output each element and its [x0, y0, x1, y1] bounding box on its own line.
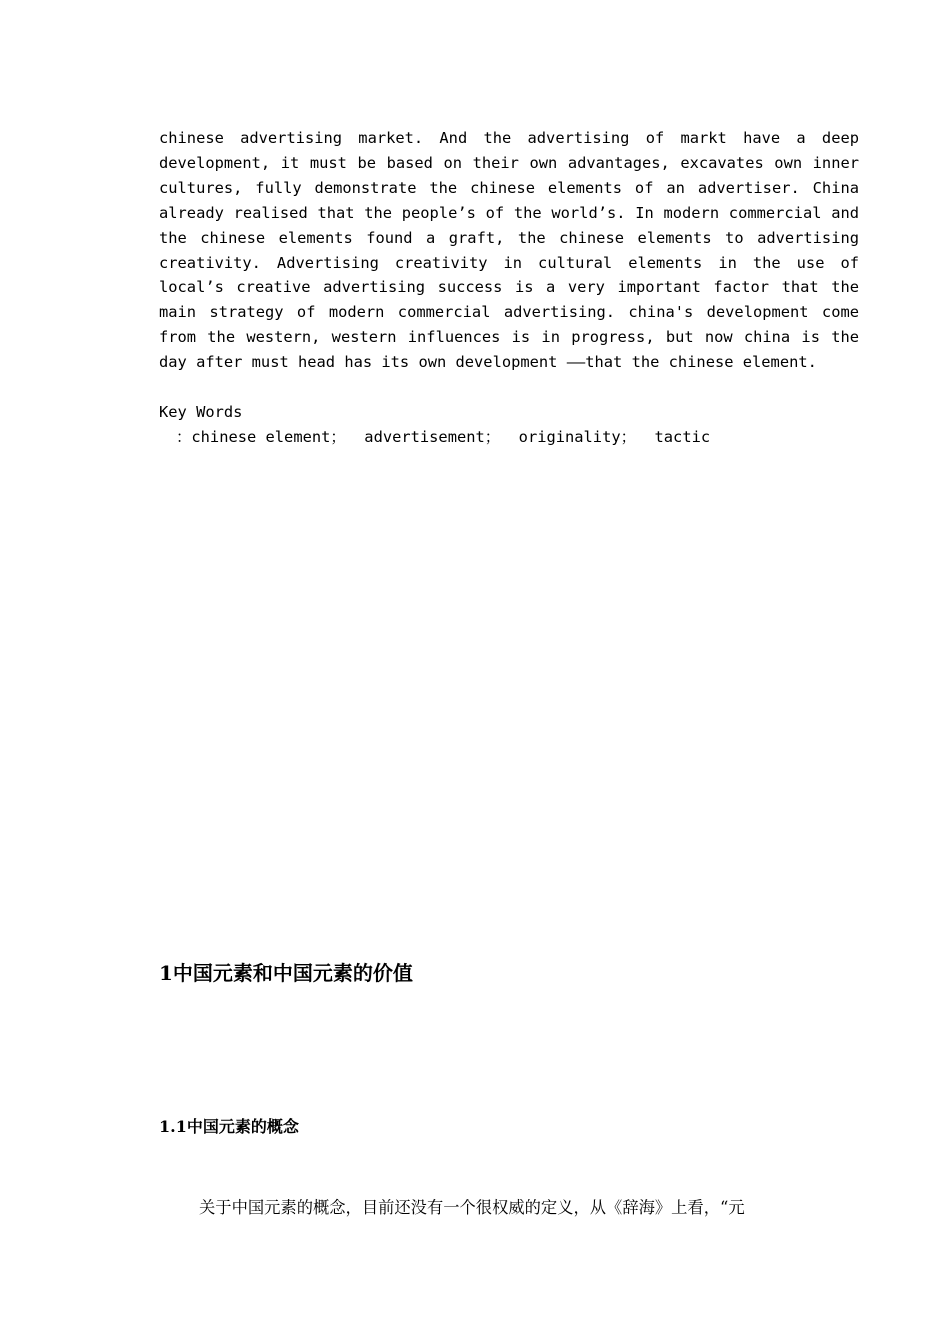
english-abstract-paragraph: chinese advertising market. And the advertising of markt have a deep development, it must be based on their own advantages, excavates own inner cultures, fully demonstrate the chinese elements of an advertiser. China already realised that the people’s of the world’s. In modern commercial and the chinese elements found a graft, the chinese elements to advertising creativity. Advertising creativity in cultural elements in the use of local’s creative advertising success is a very important factor that the main strategy of modern commercial advertising. china's development come from the western, western influences is in progress, but now china is the day after must head has its own development ——that the chinese element.	[159, 129, 859, 372]
section-1-1-heading: 1.1中国元素的概念	[159, 1117, 299, 1136]
section-1-1-paragraph: 关于中国元素的概念，目前还没有一个很权威的定义，从《辞海》上看，“元	[199, 1198, 745, 1217]
keywords-list: ：chinese element； advertisement； originality； tactic	[176, 428, 711, 446]
keywords-label: Key Words	[159, 403, 243, 421]
section-1-heading: 1中国元素和中国元素的价值	[159, 961, 413, 985]
